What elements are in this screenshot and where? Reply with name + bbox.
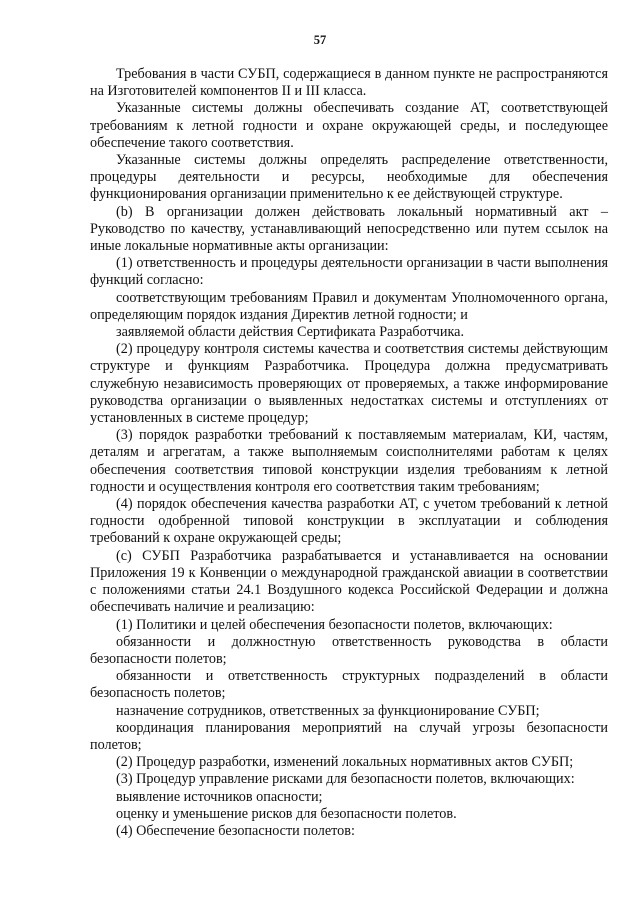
paragraph: (1) ответственность и процедуры деятельности организации в части выполнения функций согласно: [90,255,608,289]
paragraph: (b) В организации должен действовать локальный нормативный акт – Руководство по качеству, устанавливающий непосредственно или путем ссылок на иные локальные нормативные акты организации: [90,203,608,255]
paragraph: Указанные системы должны обеспечивать создание АТ, соответствующей требованиям к летной годности и охране окружающей среды, и последующее обеспечение такого соответствия. [90,100,608,151]
paragraph: (2) Процедур разработки, изменений локальных нормативных актов СУБП; [116,754,574,771]
page-number: 57 [313,33,327,47]
paragraph: координация планирования мероприятий на случай угрозы безопасности полетов; [90,719,608,753]
paragraph: (4) порядок обеспечения качества разработки АТ, с учетом требований к летной годности одобренной типовой конструкции в эксплуатации и соблюдения требований к охране окружающей среды; [90,496,608,547]
paragraph: (3) порядок разработки требований к поставляемым материалам, КИ, частям, деталям и агрегатам, а также выполняемым соисполнителями работам к целях обеспечения соответствия типовой конструкции изделия требованиям к летной годности и осуществления контроля его соответствия таким требованиям; [90,427,608,495]
paragraph: заявляемой области действия Сертификата Разработчика. [116,324,464,341]
paragraph: соответствующим требованиям Правил и документам Уполномоченного органа, определяющим порядок издания Директив летной годности; и [90,289,608,323]
paragraph: Требования в части СУБП, содержащиеся в данном пункте не распространяются на Изготовителей компонентов II и III класса. [90,66,608,100]
paragraph: назначение сотрудников, ответственных за функционирование СУБП; [116,702,540,719]
document-body [90,66,608,840]
paragraph: обязанности и ответственность структурных подразделений в области безопасность полетов; [90,668,608,702]
paragraph: (3) Процедур управление рисками для безопасности полетов, включающих: [116,771,575,788]
paragraph: выявление источников опасности; [116,788,323,805]
paragraph: оценку и уменьшение рисков для безопасности полетов. [116,805,457,822]
paragraph: Указанные системы должны определять распределение ответственности, процедуры деятельности и ресурсы, необходимые для обеспечения функционирования организации применительно к ее действующей структуре. [90,152,608,203]
paragraph: обязанности и должностную ответственность руководства в области безопасности полетов; [90,633,608,667]
paragraph: (с) СУБП Разработчика разрабатывается и устанавливается на основании Приложения 19 к Конвенции о международной гражданской авиации в соответствии с положениями статьи 24.1 Воздушного кодекса Российской Федерации и должна обеспечивать наличие и реализацию: [90,547,608,616]
paragraph: (2) процедуру контроля системы качества и соответствия системы действующим структуре и функциям Разработчика. Процедура должна предусматривать служебную независимость проверяющих от проверяемых, а также информирование руководства организации о выявленных недостатках системы и отступлениях от установленных в системе процедур; [90,341,608,427]
paragraph: (4) Обеспечение безопасности полетов: [116,822,355,839]
paragraph: (1) Политики и целей обеспечения безопасности полетов, включающих: [116,616,553,633]
